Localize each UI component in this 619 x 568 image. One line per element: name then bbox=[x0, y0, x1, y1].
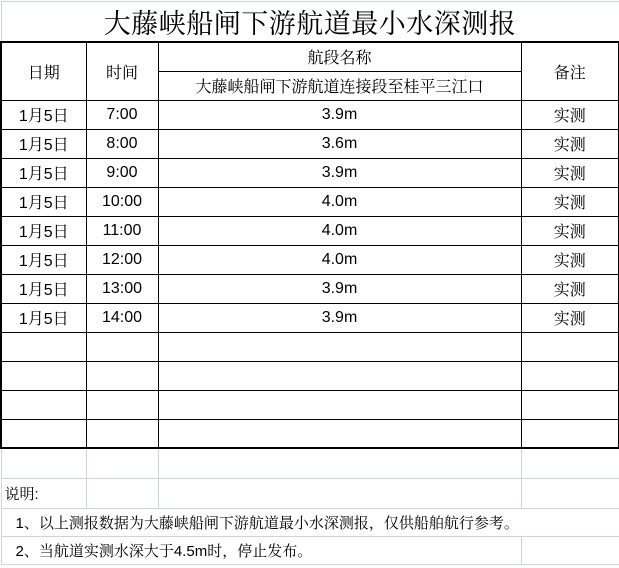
empty-cell bbox=[521, 536, 619, 564]
cell-date: 1月5日 bbox=[1, 187, 86, 216]
notes-label-row bbox=[1, 478, 619, 508]
empty-cell bbox=[86, 419, 158, 448]
cell-depth: 3.9m bbox=[158, 274, 521, 303]
empty-cell bbox=[86, 390, 158, 419]
note-row bbox=[1, 508, 619, 536]
cell-depth: 3.9m bbox=[158, 158, 521, 187]
table-row bbox=[1, 216, 619, 245]
empty-cell bbox=[521, 332, 619, 361]
table-row bbox=[1, 245, 619, 274]
empty-cell bbox=[521, 478, 619, 508]
cell-depth: 3.9m bbox=[158, 303, 521, 332]
cell-date: 1月5日 bbox=[1, 100, 86, 129]
empty-cell bbox=[158, 448, 521, 478]
cell-date: 1月5日 bbox=[1, 216, 86, 245]
cell-remark: 实测 bbox=[521, 158, 619, 187]
empty-row bbox=[1, 390, 619, 419]
cell-depth: 4.0m bbox=[158, 216, 521, 245]
cell-date: 1月5日 bbox=[1, 129, 86, 158]
cell-remark: 实测 bbox=[521, 129, 619, 158]
cell-date: 1月5日 bbox=[1, 274, 86, 303]
title-row bbox=[1, 2, 619, 43]
cell-remark: 实测 bbox=[521, 303, 619, 332]
empty-cell bbox=[86, 448, 158, 478]
note-item-1: 1、以上测报数据为大藤峡船闸下游航道最小水深测报，仅供船舶航行参考。 bbox=[1, 508, 619, 536]
cell-time: 9:00 bbox=[86, 158, 158, 187]
cell-time: 10:00 bbox=[86, 187, 158, 216]
empty-row bbox=[1, 419, 619, 448]
empty-cell bbox=[1, 361, 86, 390]
cell-time: 11:00 bbox=[86, 216, 158, 245]
table-row bbox=[1, 303, 619, 332]
col-header-time: 时间 bbox=[86, 42, 158, 100]
cell-depth: 4.0m bbox=[158, 245, 521, 274]
cell-time: 14:00 bbox=[86, 303, 158, 332]
notes-label: 说明: bbox=[1, 478, 86, 508]
table-row bbox=[1, 187, 619, 216]
table-row bbox=[1, 129, 619, 158]
cell-date: 1月5日 bbox=[1, 303, 86, 332]
empty-cell bbox=[1, 390, 86, 419]
note-row bbox=[1, 536, 619, 564]
col-header-segment: 航段名称 bbox=[158, 42, 521, 71]
cell-remark: 实测 bbox=[521, 274, 619, 303]
table-row bbox=[1, 274, 619, 303]
empty-cell bbox=[158, 361, 521, 390]
empty-cell bbox=[521, 390, 619, 419]
table-row bbox=[1, 158, 619, 187]
note-item-2: 2、当航道实测水深大于4.5m时，停止发布。 bbox=[1, 536, 521, 564]
empty-cell bbox=[521, 361, 619, 390]
cell-time: 8:00 bbox=[86, 129, 158, 158]
empty-cell bbox=[86, 361, 158, 390]
cell-depth: 3.6m bbox=[158, 129, 521, 158]
cell-time: 12:00 bbox=[86, 245, 158, 274]
empty-cell bbox=[86, 332, 158, 361]
col-header-date: 日期 bbox=[1, 42, 86, 100]
empty-cell bbox=[158, 419, 521, 448]
col-header-remark: 备注 bbox=[521, 42, 619, 100]
empty-cell bbox=[1, 419, 86, 448]
table-row bbox=[1, 100, 619, 129]
cell-remark: 实测 bbox=[521, 245, 619, 274]
report-title: 大藤峡船闸下游航道最小水深测报 bbox=[1, 2, 619, 43]
empty-cell bbox=[86, 478, 158, 508]
empty-row bbox=[1, 361, 619, 390]
header-row bbox=[1, 42, 619, 71]
empty-cell bbox=[521, 448, 619, 478]
gap-row bbox=[1, 448, 619, 478]
empty-cell bbox=[521, 419, 619, 448]
empty-cell bbox=[158, 332, 521, 361]
cell-remark: 实测 bbox=[521, 216, 619, 245]
empty-row bbox=[1, 332, 619, 361]
water-depth-report-table bbox=[0, 1, 619, 565]
cell-time: 7:00 bbox=[86, 100, 158, 129]
cell-depth: 4.0m bbox=[158, 187, 521, 216]
cell-remark: 实测 bbox=[521, 187, 619, 216]
cell-time: 13:00 bbox=[86, 274, 158, 303]
empty-cell bbox=[158, 390, 521, 419]
empty-cell bbox=[1, 448, 86, 478]
cell-depth: 3.9m bbox=[158, 100, 521, 129]
cell-remark: 实测 bbox=[521, 100, 619, 129]
empty-cell bbox=[1, 332, 86, 361]
empty-cell bbox=[158, 478, 521, 508]
segment-subheader: 大藤峡船闸下游航道连接段至桂平三江口 bbox=[158, 71, 521, 100]
cell-date: 1月5日 bbox=[1, 158, 86, 187]
cell-date: 1月5日 bbox=[1, 245, 86, 274]
